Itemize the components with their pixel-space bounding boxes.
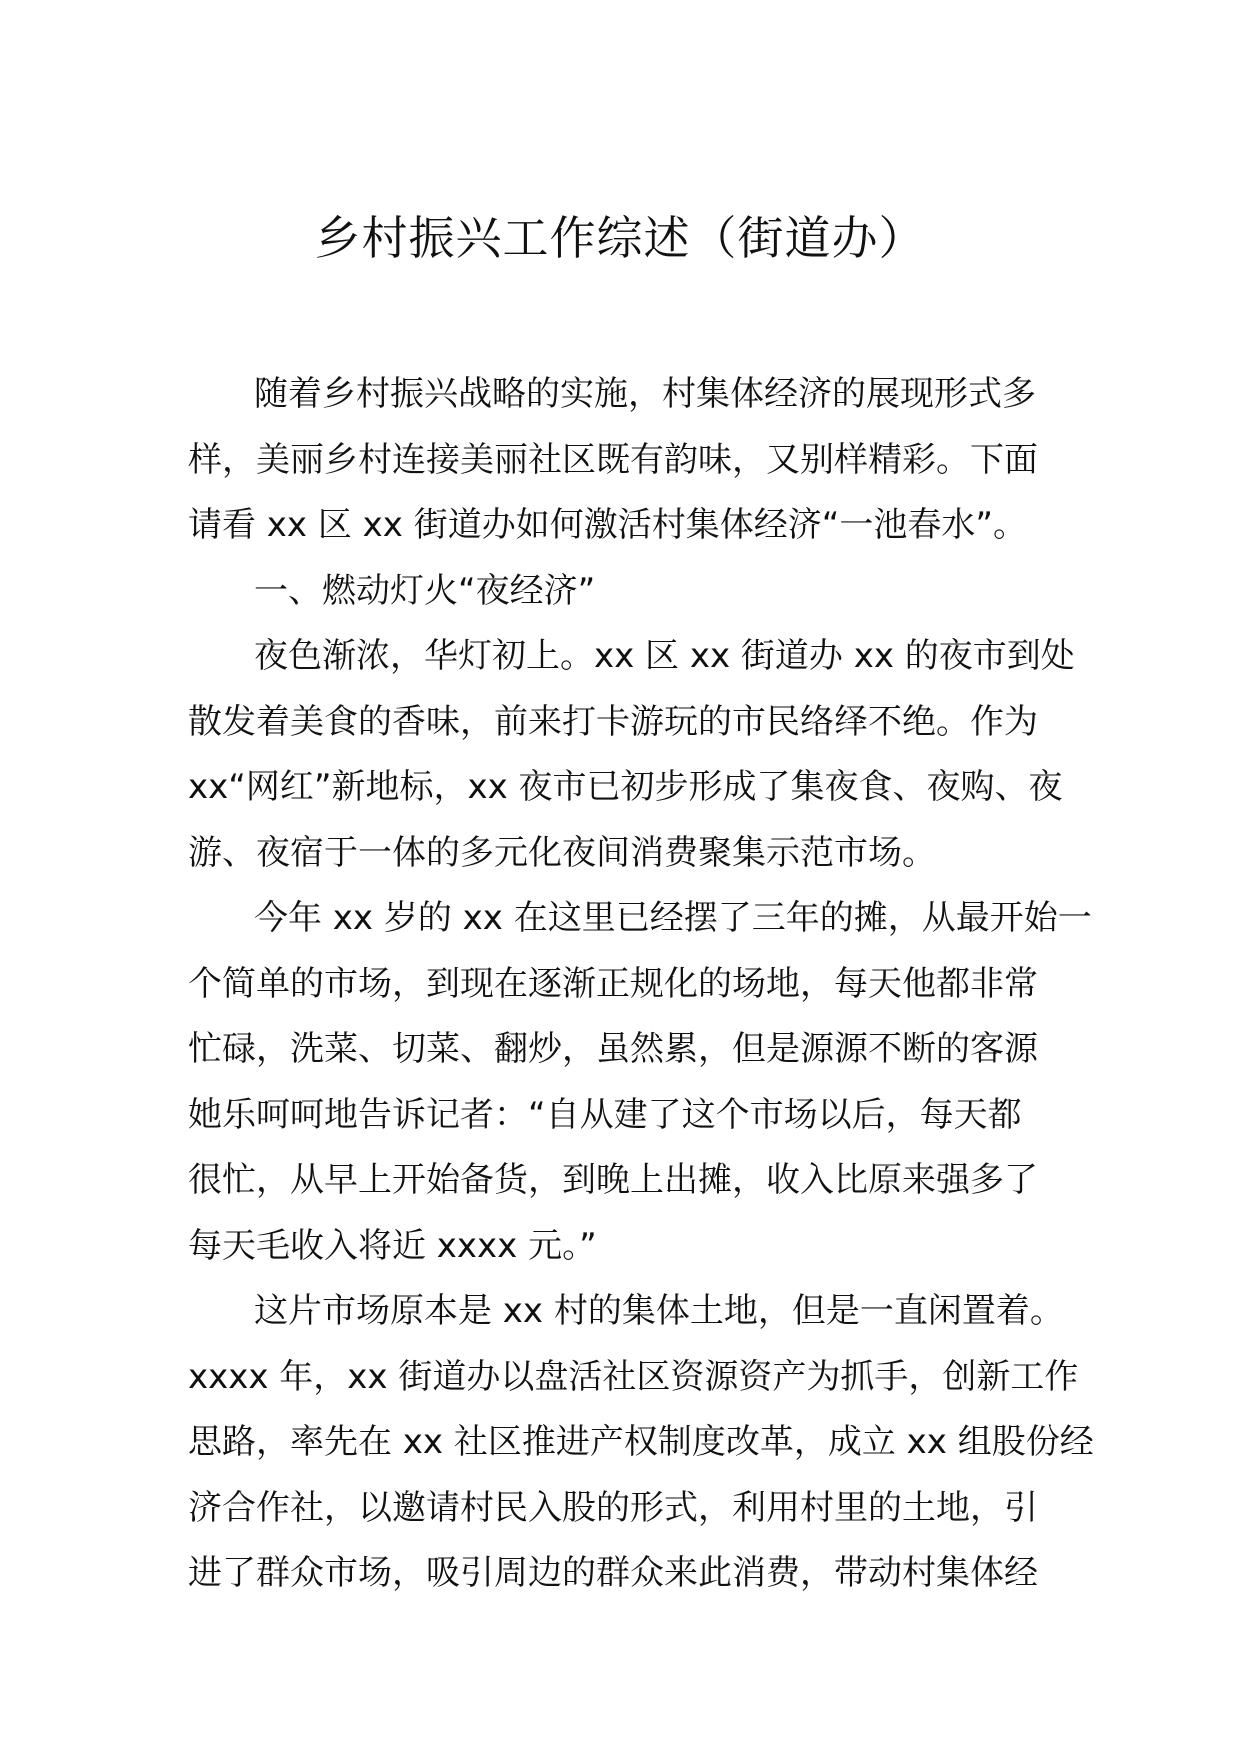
paragraph-line: 夜色渐浓，华灯初上。xx 区 xx 街道办 xx 的夜市到处 (254, 636, 1075, 676)
paragraph-line: 随着乡村振兴战略的实施，村集体经济的展现形式多 (254, 374, 1036, 414)
document-title: 乡村振兴工作综述（街道办） (314, 211, 926, 265)
paragraph-line: 游、夜宿于一体的多元化夜间消费聚集示范市场。 (188, 832, 936, 873)
paragraph-line: 每天毛收入将近 xxxx 元。” (188, 1225, 597, 1266)
paragraph-line: 进了群众市场，吸引周边的群众来此消费，带动村集体经 (188, 1553, 1038, 1593)
document-body (188, 362, 1094, 1607)
paragraph-line: 今年 xx 岁的 xx 在这里已经摆了三年的摊，从最开始一 (254, 898, 1092, 938)
paragraph-line: xxxx 年，xx 街道办以盘活社区资源资产为抓手，创新工作 (188, 1356, 1079, 1397)
paragraph-line: 忙碌，洗菜、切菜、翻炒，虽然累，但是源源不断的客源 (188, 1029, 1038, 1069)
paragraph-line: 样，美丽乡村连接美丽社区既有韵味，又别样精彩。下面 (188, 439, 1038, 480)
section-heading: 一、燃动灯火“夜经济” (254, 570, 596, 611)
paragraph-line: 个简单的市场，到现在逐渐正规化的场地，每天他都非常 (188, 963, 1038, 1004)
paragraph-line: 这片市场原本是 xx 村的集体土地，但是一直闲置着。 (254, 1291, 1064, 1331)
paragraph-line: xx“网红”新地标，xx 夜市已初步形成了集夜食、夜购、夜 (188, 767, 1063, 807)
paragraph-line: 散发着美食的香味，前来打卡游玩的市民络绎不绝。作为 (188, 701, 1038, 742)
paragraph-line: 很忙，从早上开始备货，到晚上出摊，收入比原来强多了 (188, 1160, 1038, 1200)
paragraph-line: 她乐呵呵地告诉记者：“自从建了这个市场以后，每天都 (188, 1094, 1022, 1135)
paragraph-line: 济合作社，以邀请村民入股的形式，利用村里的土地，引 (188, 1487, 1038, 1528)
paragraph-line: 请看 xx 区 xx 街道办如何激活村集体经济“一池春水”。 (188, 505, 1027, 545)
paragraph-line: 思路，率先在 xx 社区推进产权制度改革，成立 xx 组股份经 (188, 1422, 1094, 1462)
